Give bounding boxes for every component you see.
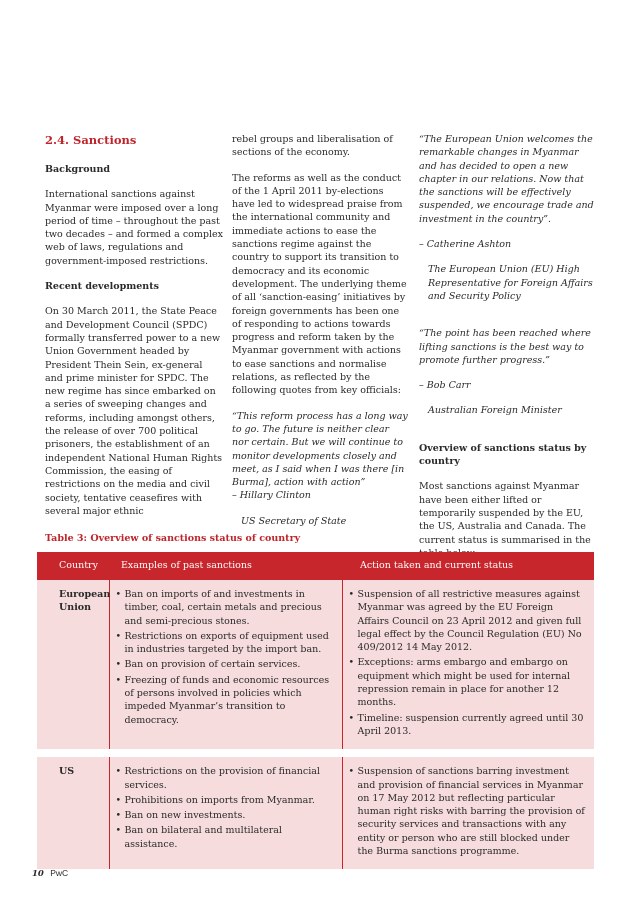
column-1 [45, 133, 223, 530]
list-item: • Restrictions on exports of equipment used in industries targeted by the import ban. [115, 630, 329, 656]
table-row [37, 580, 594, 753]
past-sanctions-cell [109, 753, 342, 869]
recent-developments-heading: Recent developments [45, 281, 159, 293]
past-sanctions-cell [109, 580, 342, 753]
list-item: • Prohibitions on imports from Myanmar. [115, 794, 315, 806]
list-item: • Ban on provision of certain services. [115, 659, 301, 671]
list-item: • Ban on bilateral and multilateral assistance. [115, 825, 282, 850]
ashton-name: – Catherine Ashton [419, 239, 512, 251]
sanctions-table [37, 552, 594, 869]
list-item: • Ban on new investments. [115, 810, 246, 822]
overview-text: Most sanctions against Myanmar have been either lifted or temporarily suspended by the EU, the US, Australia and Canada. The current status is summarised in the [419, 481, 591, 546]
carr-name: – Bob Carr [419, 380, 471, 392]
country-cell: US [37, 753, 109, 869]
ashton-quote: “The European Union welcomes the remarkable changes in Myanmar and has decided to open a new chapter in our relations. Now that the sanctions will be effectively suspended, we encourage trade and investment in the country”. [419, 134, 594, 225]
background-heading: Background [45, 164, 110, 175]
clinton-quote: “This reform process has a long way to go. The future is neither clear nor certain. But we will continue to monitor developments closely and meet, as I said when I was there [in Burma], action with action” [232, 410, 408, 489]
list-item: • Restrictions on the provision of financial services. [115, 766, 320, 791]
clinton-title: US Secretary of State [241, 515, 347, 527]
table-row [37, 753, 594, 869]
status-cell [342, 580, 594, 753]
header-country: Country [37, 552, 109, 580]
overview-heading: Overview of sanctions status by country [419, 442, 587, 468]
carr-title: Australian Foreign Minister [428, 405, 562, 417]
table-header-row [37, 552, 594, 580]
status-cell [342, 753, 594, 869]
list-item: • Suspension of sanctions barring investment and provision of financial services in Myanmar on 17 May 2012 but reflecting particular human right risks with barring the provision of security services and transactions with any entity or person who are still blocked under the Burma sanctions programme. [348, 766, 585, 858]
brand-name: PwC [50, 868, 69, 878]
page-number: 10 [32, 869, 44, 879]
header-status: Action taken and current status [342, 552, 594, 580]
carr-quote: “The point has been reached where lifting sanctions is the best way to promote further progress.” [419, 328, 591, 366]
table-title: Table 3: Overview of sanctions status of country [45, 533, 301, 544]
column-3 [419, 133, 597, 572]
list-item: • Ban on imports of and investments in timber, coal, certain metals and precious and semi-precious stones. [115, 589, 322, 627]
ashton-title: The European Union (EU) High Representative for Foreign Affairs and Security Policy [428, 264, 593, 302]
col2-paragraph-1: rebel groups and liberalisation of sections of the economy. [232, 134, 393, 159]
header-past-sanctions: Examples of past sanctions [109, 552, 342, 580]
page-footer [32, 868, 68, 879]
col2-paragraph-2: The reforms as well as the conduct of the 1 April 2011 by-elections have led to widespread praise from the international community and immediate actions to ease the sanctions regime against the country to support its transition to democracy and its economic development. The underlying theme of all ‘sanction-easing’ initiatives by foreign governments has been one of responding to actions towards progress and reform taken by the Myanmar government with actions to ease sanctions and normalise relations, as reflected by the following quotes from key officials: [232, 172, 407, 397]
list-item: • Timeline: suspension currently agreed until 30 April 2013. [348, 712, 584, 737]
list-item: • Suspension of all restrictive measures against Myanmar was agreed by the EU Foreign Affairs Council on 23 April 2012 and given full legal effect by the Council Regulation (EU) No 409/2012 14 May 2012. [348, 589, 582, 654]
country-cell: European Union [37, 580, 109, 753]
background-text: International sanctions against Myanmar were imposed over a long period of time – throughout the past two decades – and formed a complex web of laws, regulations and government-imposed restrictions. [45, 189, 223, 267]
list-item: • Exceptions: arms embargo and embargo on equipment which might be used for internal repression remain in place for another 12 months. [348, 657, 571, 709]
section-title: 2.4. Sanctions [45, 133, 137, 147]
column-2 [232, 133, 408, 540]
list-item: • Freezing of funds and economic resources of persons involved in policies which impeded Myanmar’s transition to democracy. [115, 674, 330, 726]
clinton-name: – Hillary Clinton [232, 490, 311, 502]
recent-developments-text: On 30 March 2011, the State Peace and Development Council (SPDC) formally transferred power to a new Union Government headed by President Thein Sein, ex-general and prime minister for SPDC. The new regime has since embarked on a series of sweeping changes and reforms, including amongst others, the release of over 700 political prisoners, the establishment of an independent National Human Rights Commission, the easing of restrictions on the media and civil society, tentative ceasefires with several major ethnic [45, 306, 223, 517]
